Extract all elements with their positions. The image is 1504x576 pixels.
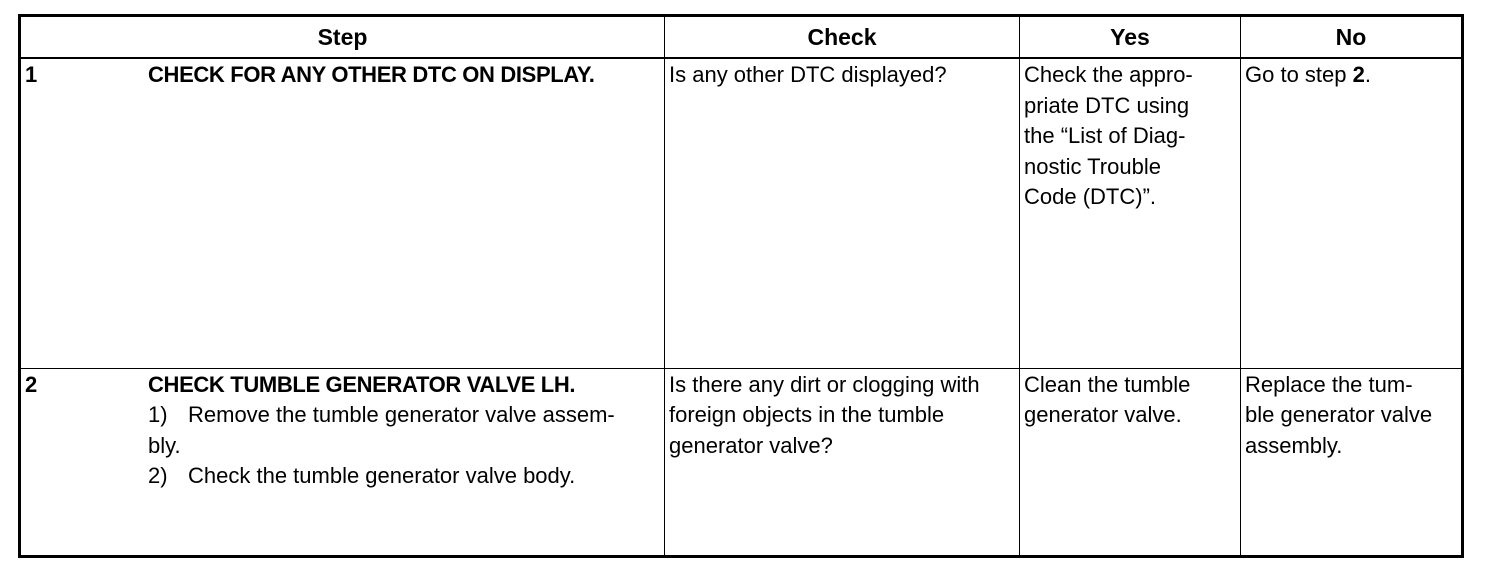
header-step: Step bbox=[20, 16, 665, 59]
yes-line: nostic Trouble bbox=[1024, 153, 1161, 179]
check-cell bbox=[665, 368, 1020, 557]
step-cell bbox=[20, 58, 665, 368]
check-line: generator valve? bbox=[669, 432, 833, 458]
yes-line: Code (DTC)”. bbox=[1024, 184, 1157, 209]
substep-index: 2) bbox=[148, 463, 168, 488]
no-line: assembly. bbox=[1245, 432, 1343, 458]
no-cell bbox=[1241, 58, 1463, 368]
table-header-row bbox=[20, 16, 1463, 59]
header-no: No bbox=[1241, 16, 1463, 59]
no-cell bbox=[1241, 368, 1463, 557]
step-number: 1 bbox=[25, 62, 38, 87]
yes-line: the “List of Diag- bbox=[1024, 123, 1186, 148]
step-title: CHECK FOR ANY OTHER DTC ON DISPLAY. bbox=[148, 62, 595, 87]
yes-line: priate DTC using bbox=[1024, 92, 1190, 118]
substep bbox=[148, 461, 660, 492]
step-title: CHECK TUMBLE GENERATOR VALVE LH. bbox=[148, 371, 576, 397]
yes-line: generator valve. bbox=[1024, 402, 1182, 427]
yes-cell bbox=[1020, 368, 1241, 557]
substep-continuation: bly. bbox=[148, 432, 181, 458]
header-check: Check bbox=[665, 16, 1020, 59]
substep-text: Check the tumble generator valve body. bbox=[188, 463, 576, 488]
yes-line: Clean the tumble bbox=[1024, 371, 1191, 397]
yes-line: Check the appro- bbox=[1024, 62, 1193, 87]
yes-cell bbox=[1020, 58, 1241, 368]
no-line: Replace the tum- bbox=[1245, 371, 1413, 397]
table-row-step-1 bbox=[20, 58, 1463, 368]
check-cell bbox=[665, 58, 1020, 368]
check-line: foreign objects in the tumble bbox=[669, 402, 945, 427]
substep bbox=[148, 400, 660, 431]
no-text bbox=[1245, 60, 1457, 91]
step-number: 2 bbox=[25, 371, 38, 397]
table-row-step-2 bbox=[20, 368, 1463, 557]
substep-index: 1) bbox=[148, 402, 168, 427]
check-line: Is there any dirt or clogging with bbox=[669, 371, 980, 397]
diagnostic-procedure-table bbox=[18, 14, 1464, 558]
no-line: ble generator valve bbox=[1245, 402, 1433, 427]
header-yes: Yes bbox=[1020, 16, 1241, 59]
step-cell bbox=[20, 368, 665, 557]
substep-text: Remove the tumble generator valve assem- bbox=[188, 402, 615, 427]
no-prefix: Go to step bbox=[1245, 62, 1353, 87]
check-text: Is any other DTC displayed? bbox=[669, 62, 947, 87]
no-suffix: . bbox=[1364, 62, 1371, 87]
step-reference: 2 bbox=[1352, 62, 1365, 87]
